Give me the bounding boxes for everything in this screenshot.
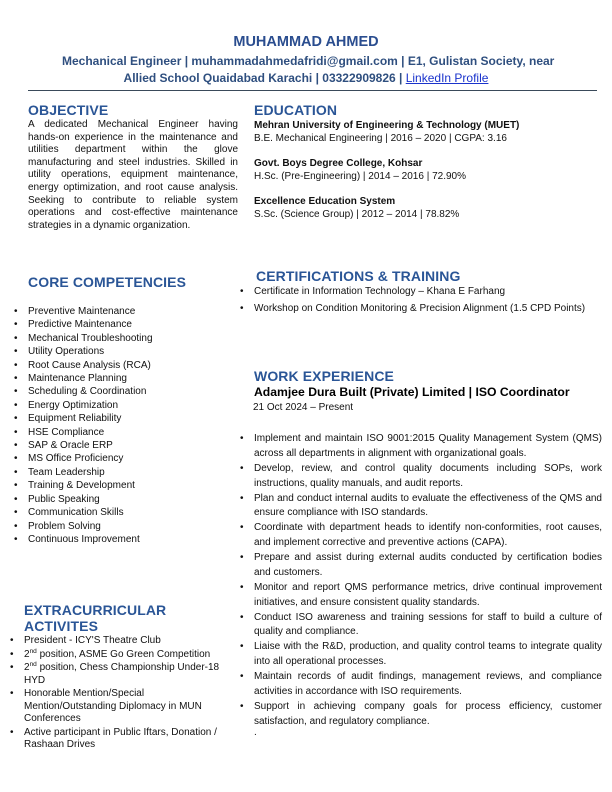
competency: HSE Compliance	[28, 426, 105, 438]
competency: Training & Development	[28, 480, 135, 492]
bullet-icon: •	[240, 701, 244, 713]
competency: Scheduling & Coordination	[28, 386, 147, 398]
bullet-icon: •	[14, 386, 18, 398]
activity: Active participant in Public Iftars, Donation / Rashaan Drives	[24, 726, 217, 750]
bullet-icon: •	[240, 611, 244, 623]
list-item	[240, 700, 602, 730]
list-item	[14, 332, 228, 345]
list-item	[10, 688, 239, 726]
list-item	[14, 305, 228, 318]
job-date: 21 Oct 2024 – Present	[253, 402, 354, 413]
bullet-icon: •	[240, 303, 244, 314]
competency: SAP & Oracle ERP	[28, 440, 113, 452]
contact-details: Allied School Quaidabad Karachi | 03322909826 |	[123, 71, 406, 85]
duty: Develop, review, and control quality documents including SOPs, work instructions, quality manuals, and audit reports.	[254, 462, 602, 489]
list-item	[240, 611, 602, 641]
competency: Utility Operations	[28, 346, 105, 358]
bullet-icon: •	[14, 359, 18, 371]
competency: Energy Optimization	[28, 399, 119, 411]
bullet-icon: •	[240, 433, 244, 444]
list-item	[10, 647, 239, 662]
activity: position, ASME Go Green Competition	[36, 648, 211, 660]
duty: Plan and conduct internal audits to evaluate the effectiveness of the QMS and ensure compliance with ISO standards.	[254, 492, 602, 519]
ordinal-suffix: nd	[29, 647, 37, 655]
education-heading: EDUCATION	[254, 102, 338, 118]
linkedin-link[interactable]: LinkedIn Profile	[405, 71, 489, 85]
list-item	[14, 385, 228, 398]
duty: Implement and maintain ISO 9001:2015 Quality Management System (QMS) across all departments in alignment with organizational goals.	[254, 433, 602, 459]
duty: Monitor and report QMS performance metrics, drive continual improvement initiatives, and ensure consistent quality standards.	[254, 581, 602, 608]
duty: Coordinate with department heads to identify non-conformities, root causes, and implement corrective and preventive actions (CAPA).	[254, 522, 602, 549]
competency: Predictive Maintenance	[28, 319, 132, 331]
bullet-icon: •	[14, 453, 18, 465]
candidate-name: MUHAMMAD AHMED	[233, 34, 379, 50]
competency: Maintenance Planning	[28, 373, 127, 385]
list-item	[14, 372, 228, 385]
competency: Team Leadership	[28, 466, 105, 478]
bullet-icon: •	[14, 533, 18, 545]
list-item	[14, 452, 228, 465]
duty: Conduct ISO awareness and training sessions for staff to build a culture of quality and compliance.	[254, 611, 602, 638]
education-entry	[254, 119, 594, 145]
list-item	[14, 520, 228, 533]
trailing-period: .	[254, 727, 257, 738]
activity: President - ICY'S Theatre Club	[24, 635, 161, 646]
ordinal-number: 2	[24, 648, 30, 660]
list-item	[14, 359, 228, 372]
list-item	[14, 506, 228, 519]
bullet-icon: •	[14, 319, 18, 331]
extracurricular-heading-line1: EXTRACURRICULAR	[24, 602, 167, 618]
education-entry	[254, 195, 594, 221]
education-institution: Excellence Education System	[254, 196, 396, 207]
list-item	[240, 492, 602, 522]
list-item	[14, 493, 228, 506]
bullet-icon: •	[10, 688, 14, 699]
list-item	[240, 462, 602, 492]
job-title: Adamjee Dura Built (Private) Limited | ISO Coordinator	[254, 385, 570, 399]
certifications-heading: CERTIFICATIONS & TRAINING	[256, 268, 461, 284]
bullet-icon: •	[14, 413, 18, 425]
bullet-icon: •	[240, 462, 244, 474]
list-item	[14, 345, 228, 358]
education-detail: H.Sc. (Pre-Engineering) | 2014 – 2016 | 72.90%	[254, 171, 466, 182]
list-item	[14, 466, 228, 479]
duty: Prepare and assist during external audits conducted by certification bodies and customers.	[254, 552, 602, 578]
duty: Liaise with the R&D, production, and quality control teams to integrate quality into all operational processes.	[254, 641, 602, 668]
bullet-icon: •	[240, 671, 244, 683]
duty: Support in achieving company goals for process efficiency, customer satisfaction, and regulatory compliance.	[254, 701, 602, 727]
bullet-icon: •	[240, 286, 244, 297]
competency: Mechanical Troubleshooting	[28, 332, 153, 344]
bullet-icon: •	[10, 726, 14, 738]
contact-line-1: Mechanical Engineer | muhammadahmedafridi@gmail.com | E1, Gulistan Society, near	[62, 54, 555, 68]
bullet-icon: •	[240, 552, 244, 564]
work-heading: WORK EXPERIENCE	[254, 368, 394, 384]
bullet-icon: •	[14, 332, 18, 344]
bullet-icon: •	[10, 635, 14, 646]
bullet-icon: •	[14, 306, 18, 317]
list-item	[14, 318, 228, 331]
bullet-icon: •	[14, 466, 18, 478]
bullet-icon: •	[14, 346, 18, 358]
list-item	[14, 479, 228, 492]
competency: Preventive Maintenance	[28, 306, 136, 317]
list-item	[240, 551, 602, 581]
list-item	[14, 533, 228, 546]
certification: Workshop on Condition Monitoring & Precision Alignment (1.5 CPD Points)	[254, 303, 586, 314]
list-item	[14, 399, 228, 412]
bullet-icon: •	[10, 648, 14, 660]
list-item	[240, 670, 602, 700]
objective-text: A dedicated Mechanical Engineer having hands-on experience in the maintenance and utilities department within the glove manufacturing and steel industries. Skilled in utility operations, equipment maintenance, energy optimization, and root cause analysis. Seeking to contribute to reliable system operations and cost-effective maintenance strategies in a dynamic organization.	[28, 119, 238, 231]
list-item	[14, 412, 228, 425]
bullet-icon: •	[14, 520, 18, 532]
bullet-icon: •	[14, 399, 18, 411]
competency: Public Speaking	[28, 493, 100, 505]
objective-heading: OBJECTIVE	[28, 102, 109, 118]
bullet-icon: •	[14, 493, 18, 505]
bullet-icon: •	[240, 492, 244, 504]
certification: Certificate in Information Technology – Khana E Farhang	[254, 286, 506, 297]
education-entry	[254, 157, 594, 183]
bullet-icon: •	[14, 480, 18, 492]
duty: Maintain records of audit findings, management reviews, and compliance activities in accordance with ISO requirements.	[254, 671, 602, 698]
extracurricular-list	[10, 635, 239, 753]
bullet-icon: •	[10, 662, 14, 673]
list-item	[10, 726, 239, 752]
list-item	[14, 426, 228, 439]
bullet-icon: •	[240, 522, 244, 534]
competency: Problem Solving	[28, 520, 101, 532]
list-item	[240, 432, 602, 462]
extracurricular-heading	[24, 602, 166, 634]
list-item	[14, 439, 228, 452]
activity: position, Chess Championship Under-18 HYD	[24, 662, 220, 686]
competency: Communication Skills	[28, 507, 124, 519]
competency: MS Office Proficiency	[28, 453, 124, 465]
list-item	[10, 661, 239, 687]
list-item	[10, 635, 239, 648]
extracurricular-heading-line2: ACTIVITES	[24, 618, 99, 634]
list-item	[240, 521, 602, 551]
resume-header	[0, 33, 612, 51]
ordinal-number: 2	[24, 662, 30, 673]
certifications-list	[240, 285, 594, 319]
competency: Root Cause Analysis (RCA)	[28, 359, 151, 371]
list-item	[240, 285, 594, 298]
list-item	[240, 302, 594, 315]
education-detail: B.E. Mechanical Engineering | 2016 – 2020 | CGPA: 3.16	[254, 133, 507, 144]
bullet-icon: •	[240, 641, 244, 653]
bullet-icon: •	[14, 373, 18, 385]
bullet-icon: •	[240, 581, 244, 593]
education-institution: Govt. Boys Degree College, Kohsar	[254, 158, 423, 169]
contact-line-2	[0, 69, 612, 87]
ordinal-suffix: nd	[29, 661, 37, 668]
list-item	[240, 640, 602, 670]
competency: Equipment Reliability	[28, 413, 122, 425]
duties-list	[240, 432, 602, 730]
activity: Honorable Mention/Special Mention/Outstanding Diplomacy in MUN Conferences	[24, 688, 202, 724]
bullet-icon: •	[14, 507, 18, 519]
header-divider	[28, 90, 597, 91]
education-institution: Mehran University of Engineering & Technology (MUET)	[254, 120, 520, 131]
education-detail: S.Sc. (Science Group) | 2012 – 2014 | 78.82%	[254, 209, 460, 220]
competencies-list	[14, 305, 228, 546]
competencies-heading: CORE COMPETENCIES	[28, 274, 187, 290]
bullet-icon: •	[14, 440, 18, 452]
list-item	[240, 581, 602, 611]
competency: Continuous Improvement	[28, 533, 140, 545]
bullet-icon: •	[14, 426, 18, 438]
